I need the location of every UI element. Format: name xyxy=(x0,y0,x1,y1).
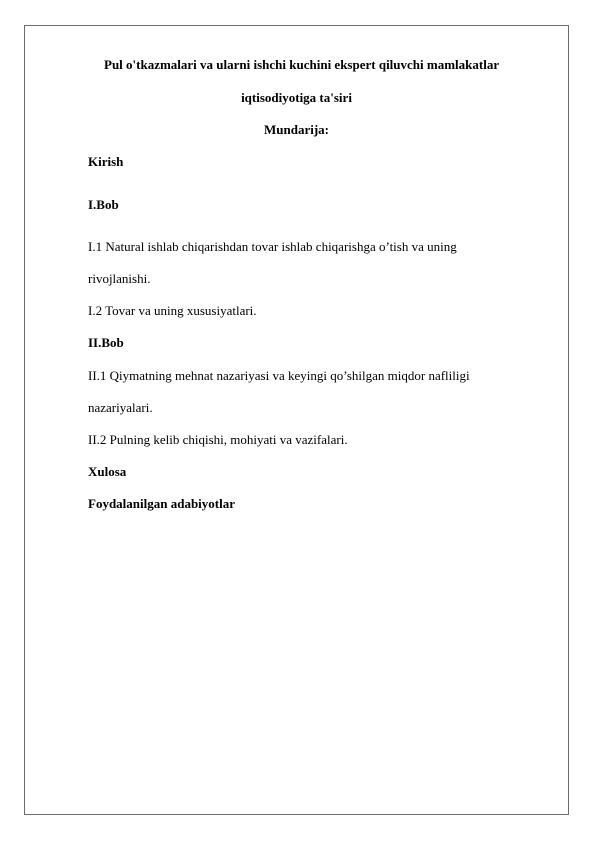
toc-entry-section-2-1: II.1 Qiymatning mehnat nazariyasi va keyingi qo’shilgan miqdor nafliligi xyxy=(88,368,470,383)
document-title-line1: Pul o'tkazmalari va ularni ishchi kuchini ekspert qiluvchi mamlakatlar xyxy=(104,57,500,72)
toc-entry-section-2-2: II.2 Pulning kelib chiqishi, mohiyati va vazifalari. xyxy=(88,432,348,447)
toc-entry-kirish: Kirish xyxy=(88,154,124,169)
toc-entry-chapter-2: II.Bob xyxy=(88,335,124,350)
toc-entry-xulosa: Xulosa xyxy=(88,464,127,479)
toc-entry-section-1-1-continued: rivojlanishi. xyxy=(88,271,151,286)
toc-entry-chapter-1: I.Bob xyxy=(88,197,119,212)
toc-entry-section-1-2: I.2 Tovar va uning xususiyatlari. xyxy=(88,303,257,318)
toc-entry-section-1-1: I.1 Natural ishlab chiqarishdan tovar ishlab chiqarishga o’tish va uning xyxy=(88,239,457,254)
toc-entry-adabiyotlar: Foydalanilgan adabiyotlar xyxy=(88,496,235,511)
document-title-line2: iqtisodiyotiga ta'siri xyxy=(241,90,352,105)
page-border xyxy=(24,25,569,815)
toc-entry-section-2-1-continued: nazariyalari. xyxy=(88,400,153,415)
toc-heading: Mundarija: xyxy=(264,122,329,137)
